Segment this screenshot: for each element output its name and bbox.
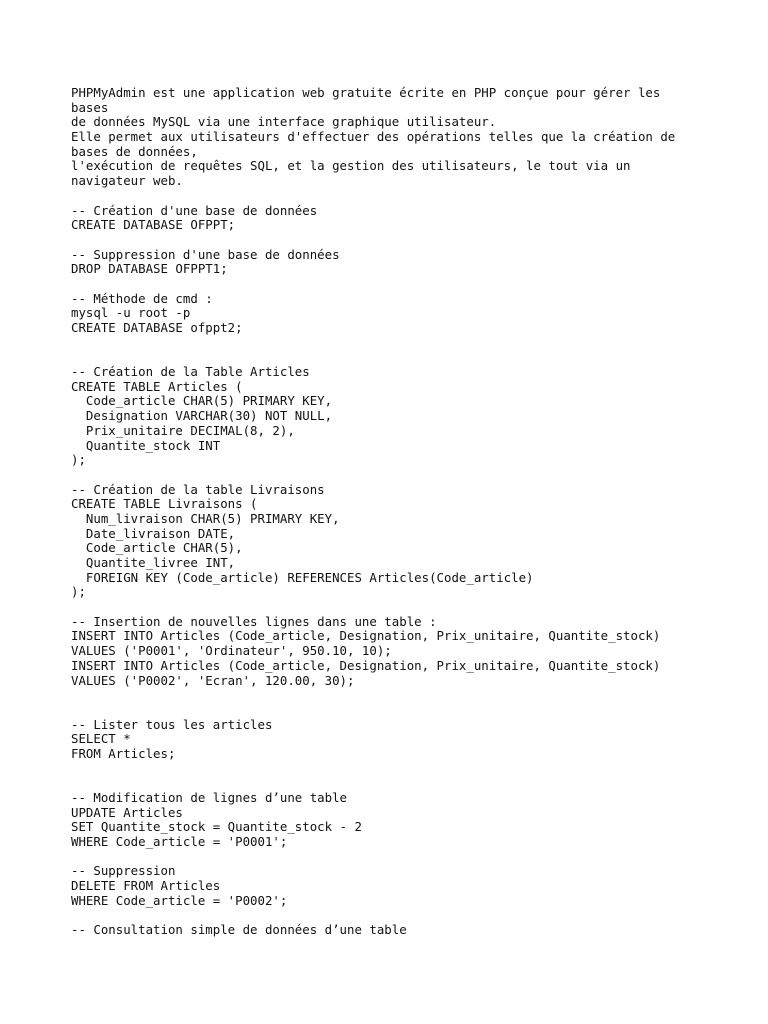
text-line — [71, 350, 741, 365]
text-line — [71, 600, 741, 615]
text-line: SET Quantite_stock = Quantite_stock - 2 — [71, 819, 362, 835]
text-line — [71, 703, 741, 718]
text-line: -- Suppression — [71, 863, 176, 879]
text-line: PHPMyAdmin est une application web gratuite écrite en PHP conçue pour gérer les — [71, 85, 661, 100]
text-line: ); — [71, 584, 86, 600]
text-line: WHERE Code_article = 'P0002'; — [71, 892, 288, 908]
text-line: Elle permet aux utilisateurs d'effectuer des opérations telles que la création de — [71, 129, 676, 145]
text-line: -- Création de la table Livraisons — [71, 481, 325, 497]
text-line: Code_article CHAR(5) PRIMARY KEY, — [71, 393, 333, 409]
text-line: -- Création d'une base de données — [71, 202, 318, 218]
text-line: Designation VARCHAR(30) NOT NULL, — [71, 408, 333, 424]
text-line — [71, 336, 741, 351]
text-line: Quantite_stock INT — [71, 437, 221, 453]
text-line — [71, 688, 741, 703]
text-line: INSERT INTO Articles (Code_article, Designation, Prix_unitaire, Quantite_stock) — [71, 628, 661, 644]
text-line: SELECT * — [71, 731, 131, 747]
text-line — [71, 776, 741, 791]
text-line: -- Création de la Table Articles — [71, 364, 310, 380]
text-line: CREATE DATABASE OFPPT; — [71, 217, 236, 233]
text-line: UPDATE Articles — [71, 804, 183, 820]
text-line: INSERT INTO Articles (Code_article, Designation, Prix_unitaire, Quantite_stock) — [71, 657, 661, 673]
text-line: navigateur web. — [71, 173, 183, 189]
text-line: DELETE FROM Articles — [71, 878, 221, 894]
text-line: Num_livraison CHAR(5) PRIMARY KEY, — [71, 510, 340, 526]
text-line: Prix_unitaire DECIMAL(8, 2), — [71, 422, 295, 438]
text-line: -- Insertion de nouvelles lignes dans une table : — [71, 613, 437, 629]
text-line: bases de données, — [71, 143, 198, 159]
text-line: FROM Articles; — [71, 745, 176, 761]
text-line — [71, 468, 741, 483]
text-line: Code_article CHAR(5), — [71, 540, 243, 556]
text-line: FOREIGN KEY (Code_article) REFERENCES Articles(Code_article) — [71, 569, 534, 585]
text-line: CREATE DATABASE ofppt2; — [71, 320, 243, 335]
text-line: Date_livraison DATE, — [71, 525, 236, 541]
text-line: WHERE Code_article = 'P0001'; — [71, 834, 288, 850]
text-line — [71, 233, 741, 248]
text-line — [71, 762, 741, 777]
text-line — [71, 909, 741, 924]
text-line: -- Modification de lignes d’une table — [71, 790, 348, 805]
text-line: mysql -u root -p — [71, 305, 191, 321]
text-line: VALUES ('P0001', 'Ordinateur', 950.10, 10); — [71, 643, 392, 659]
text-line: Quantite_livree INT, — [71, 555, 236, 570]
text-line: VALUES ('P0002', 'Ecran', 120.00, 30); — [71, 672, 355, 688]
document-text — [71, 86, 741, 938]
text-line: CREATE TABLE Articles ( — [71, 378, 243, 394]
text-line: l'exécution de requêtes SQL, et la gestion des utilisateurs, le tout via un — [71, 158, 631, 174]
text-line: de données MySQL via une interface graphique utilisateur. — [71, 114, 497, 130]
text-line: -- Suppression d'une base de données — [71, 246, 340, 262]
text-line: ); — [71, 452, 86, 468]
text-line: DROP DATABASE OFPPT1; — [71, 261, 228, 277]
text-line — [71, 850, 741, 865]
text-line — [71, 189, 741, 204]
text-line: -- Consultation simple de données d’une table — [71, 922, 407, 938]
text-line — [71, 277, 741, 292]
text-line: CREATE TABLE Livraisons ( — [71, 496, 258, 512]
text-line: -- Lister tous les articles — [71, 716, 273, 732]
text-line: -- Méthode de cmd : — [71, 290, 213, 306]
text-line: bases — [71, 99, 109, 115]
